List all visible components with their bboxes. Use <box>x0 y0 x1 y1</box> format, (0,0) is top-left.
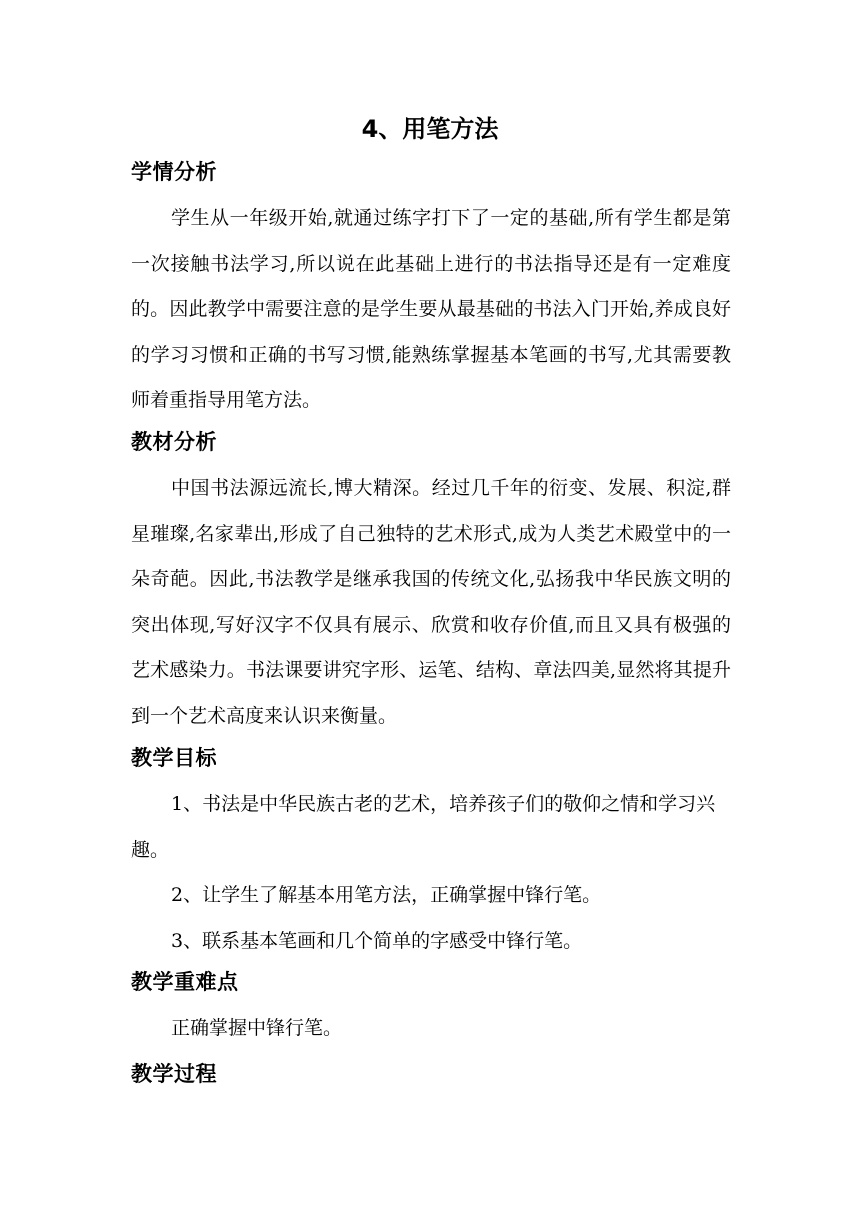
paragraph-learning-analysis: 学生从一年级开始,就通过练字打下了一定的基础,所有学生都是第一次接触书法学习,所以说在此基础上进行的书法指导还是有一定难度的。因此教学中需要注意的是学生要从最基础的书法入门开始,养成良好的学习习惯和正确的书写习惯,能熟练掌握基本笔画的书写,尤其需要教师着重指导用笔方法。 <box>131 207 731 411</box>
paragraph-key-difficulties: 正确掌握中锋行笔。 <box>171 1017 343 1039</box>
section-learning-analysis <box>131 156 731 424</box>
heading-learning-analysis: 学情分析 <box>131 160 217 184</box>
goal-item: 2、让学生了解基本用笔方法，正确掌握中锋行笔。 <box>171 884 602 906</box>
heading-textbook-analysis: 教材分析 <box>131 430 217 454</box>
section-key-difficulties <box>131 966 731 1052</box>
section-teaching-goals <box>131 742 731 964</box>
goals-list <box>131 782 731 964</box>
heading-teaching-goals: 教学目标 <box>131 746 217 770</box>
heading-key-difficulties: 教学重难点 <box>131 970 239 994</box>
section-textbook-analysis <box>131 426 731 739</box>
goal-item: 1、书法是中华民族古老的艺术，培养孩子们的敬仰之情和学习兴趣。 <box>131 793 716 861</box>
paragraph-textbook-analysis: 中国书法源远流长,博大精深。经过几千年的衍变、发展、积淀,群星璀璨,名家辈出,形成了自己独特的艺术形式,成为人类艺术殿堂中的一朵奇葩。因此,书法教学是继承我国的传统文化,弘扬我中华民族文明的突出体现,写好汉字不仅具有展示、欣赏和收存价值,而且又具有极强的艺术感染力。书法课要讲究字形、运笔、结构、章法四美,显然将其提升到一个艺术高度来认识来衡量。 <box>131 477 731 727</box>
document-title: 4、用笔方法 <box>361 115 499 143</box>
heading-teaching-process: 教学过程 <box>131 1062 217 1086</box>
goal-item: 3、联系基本笔画和几个简单的字感受中锋行笔。 <box>171 929 583 952</box>
section-teaching-process <box>131 1058 731 1090</box>
